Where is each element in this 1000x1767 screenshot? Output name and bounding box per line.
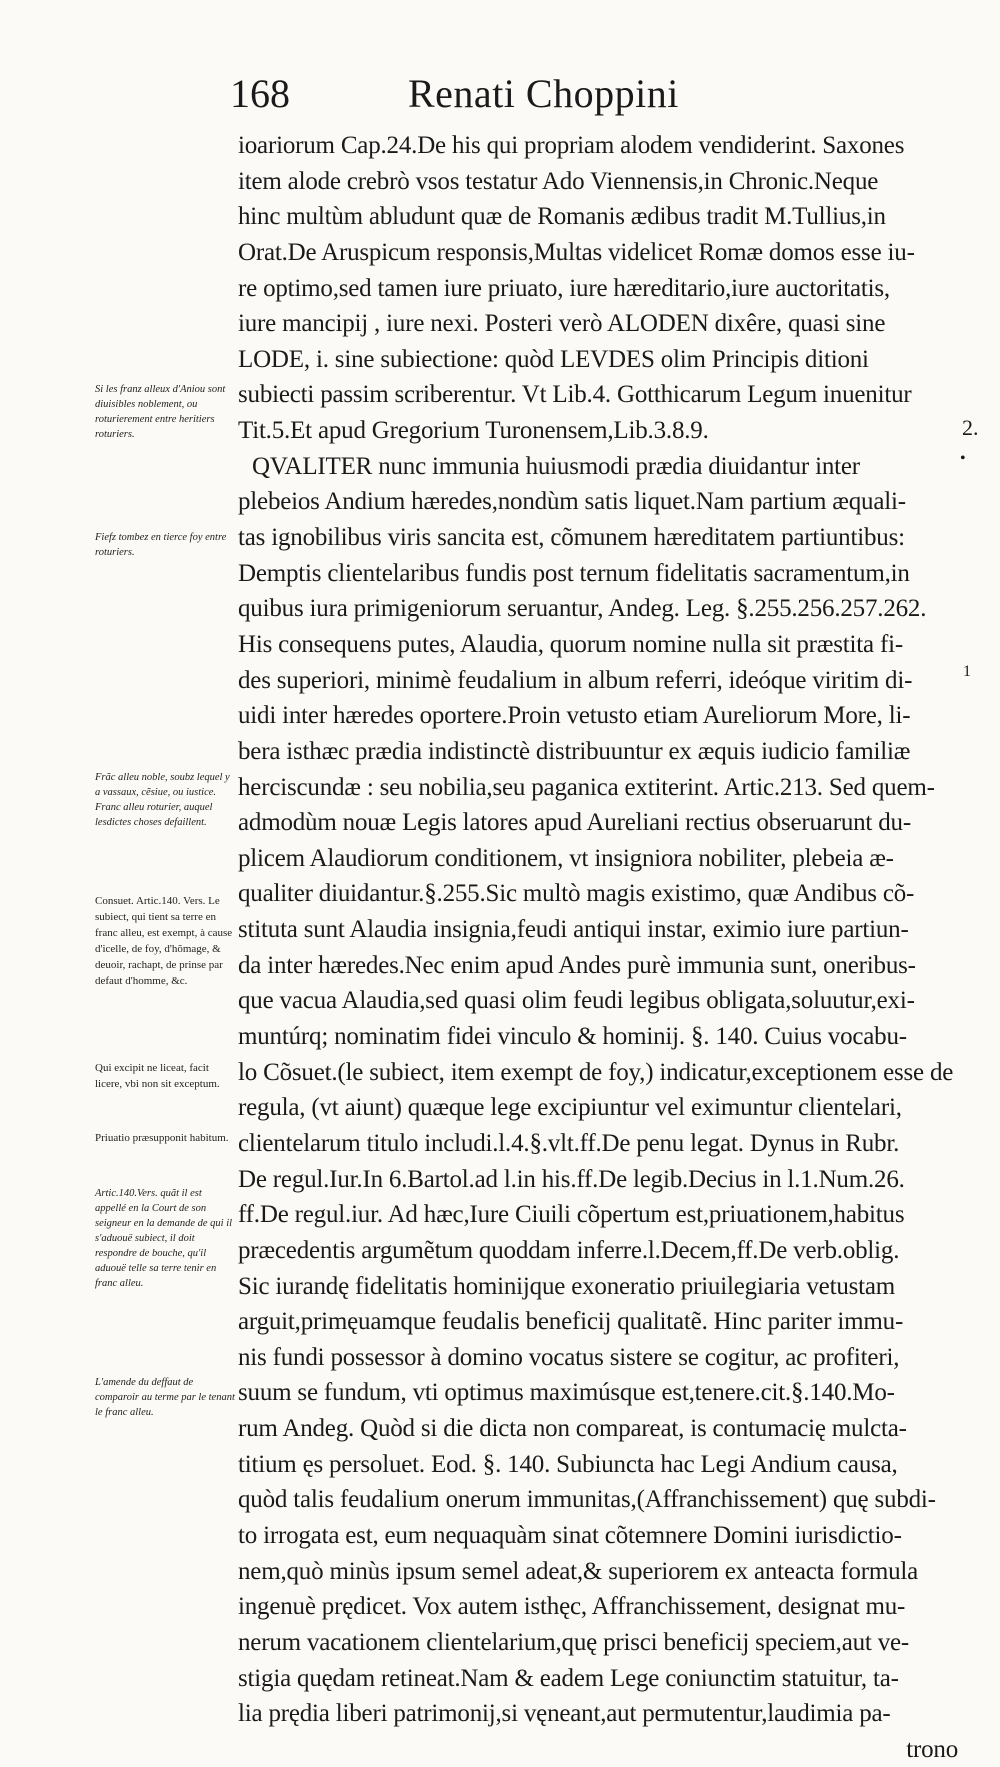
text-line: re optimo,sed tamen iure priuato, iure hæreditario,iure auctoritatis, [238, 274, 890, 302]
text-line: bera isthæc prædia indistinctè distribuuntur ex æquis iudicio familiæ [238, 737, 911, 765]
page-header [230, 70, 970, 130]
margin-note: Consuet. Artic.140. Vers. Le subiect, qui tient sa terre en franc alleu, est exempt, à cause d'icelle, de foy, d'hõmage, & deuoir, rachapt, de prinse par defaut d'homme, &c. [95, 895, 233, 987]
text-line: que vacua Alaudia,sed quasi olim feudi legibus obligata,soluutur,exi- [238, 987, 915, 1015]
margin-note: Artic.140.Vers. quãt il est appellé en la Court de son seigneur en la demande de qui il s'aduouë subiect, il doit respondre de bouche, qu'il aduouë telle sa terre tenir en franc alleu. [95, 1188, 233, 1289]
text-line: rum Andeg. Quòd si die dicta non compareat, is contumacię mulcta- [238, 1415, 907, 1443]
text-line: item alode crebrò vsos testatur Ado Viennensis,in Chronic.Neque [238, 167, 879, 195]
text-line: ioariorum Cap.24.De his qui propriam alodem vendiderint. Saxones [238, 132, 905, 159]
text-line: Tit.5.Et apud Gregorium Turonensem,Lib.3.8.9. [238, 417, 709, 445]
text-line: herciscundæ : seu nobilia,seu paganica extiterint. Artic.213. Sed quem- [238, 773, 935, 801]
text-line: regula, (vt aiunt) quæque lege excipiuntur vel eximuntur clientelari, [238, 1094, 902, 1122]
text-line: nem,quò minùs ipsum semel adeat,& superiorem ex anteacta formula [238, 1557, 919, 1585]
body-text [238, 128, 958, 1767]
text-line: iure mancipij , iure nexi. Posteri verò ALODEN dixêre, quasi sine [238, 310, 886, 338]
margin-note: Frãc alleu noble, soubz lequel y a vassaux, cẽsiue, ou iustice. Franc alleu roturier, auquel lesdictes choses defaillent. [95, 772, 230, 828]
text-line: His consequens putes, Alaudia, quorum nomine nulla sit præstita fi- [238, 630, 903, 658]
text-line: ff.De regul.iur. Ad hæc,Iure Ciuili cõpertum est,priuationem,habitus [238, 1201, 905, 1229]
text-line: to irrogata est, eum nequaquàm sinat cõtemnere Domini iurisdictio- [238, 1521, 902, 1549]
text-line: De regul.Iur.In 6.Bartol.ad l.in his.ff.De legib.Decius in l.1.Num.26. [238, 1165, 905, 1193]
margin-note: Priuatio præsupponit habitum. [95, 1132, 229, 1144]
margin-note: Fiefz tombez en tierce foy entre roturiers. [95, 532, 227, 558]
text-line: plebeios Andium hæredes,nondùm satis liquet.Nam partium æquali- [238, 488, 906, 516]
text-line: hinc multùm abludunt quæ de Romanis ædibus tradit M.Tullius,in [238, 203, 886, 231]
side-mark: • [960, 450, 966, 467]
text-line: præcedentis argumẽtum quoddam inferre.l.Decem,ff.De verb.oblig. [238, 1236, 900, 1264]
text-line: lo Cõsuet.(le subiect, item exempt de foy,) indicatur,exceptionem esse de [238, 1058, 954, 1086]
text-line: uidi inter hæredes oportere.Proin vetusto etiam Aureliorum More, li- [238, 702, 911, 730]
text-line: suum se fundum, vti optimus maximúsque est,tenere.cit.§.140.Mo- [238, 1379, 895, 1407]
text-line: stituta sunt Alaudia insignia,feudi antiqui instar, eximio iure partiun- [238, 916, 909, 944]
text-line: subiecti passim scriberentur. Vt Lib.4. Gotthicarum Legum inuenitur [238, 381, 912, 409]
page-number: 168 [230, 71, 290, 116]
text-line: titium ęs persoluet. Eod. §. 140. Subiuncta hac Legi Andium causa, [238, 1450, 898, 1478]
text-line: clientelarum titulo includi.l.4.§.vlt.ff.De penu legat. Dynus in Rubr. [238, 1129, 900, 1157]
text-line: stigia quędam retineat.Nam & eadem Lege coniunctim statuitur, ta- [238, 1664, 899, 1692]
text-line: ingenuè prędicet. Vox autem isthęc, Affranchissement, designat mu- [238, 1593, 906, 1621]
text-line: admodùm nouæ Legis latores apud Aureliani rectius obseruarunt du- [238, 809, 911, 837]
text-line: tas ignobilibus viris sancita est, cõmunem hæreditatem partiuntibus: [238, 524, 905, 552]
margin-note: L'amende du deffaut de comparoir au terme par le tenant le franc alleu. [95, 1377, 235, 1418]
text-line: LODE, i. sine subiectione: quòd LEVDES olim Principis ditioni [238, 345, 869, 373]
running-title: Renati Choppini [408, 71, 679, 116]
text-line: nis fundi possessor à domino vocatus sistere se cogitur, ac profiteri, [238, 1343, 900, 1371]
text-line: Demptis clientelaribus fundis post ternum fidelitatis sacramentum,in [238, 559, 910, 587]
text-line: nerum vacationem clientelarium,quę prisci beneficij speciem,aut ve- [238, 1628, 910, 1656]
margin-note: Qui excipit ne liceat, facit licere, vbi non sit exceptum. [95, 1062, 220, 1090]
catchword: trono [906, 1735, 958, 1763]
text-line: des superiori, minimè feudalium in album referri, ideóque viritim di- [238, 666, 913, 694]
side-mark: 2. [962, 415, 979, 440]
text-line: arguit,primęuamque feudalis beneficij qualitatẽ. Hinc pariter immu- [238, 1308, 904, 1336]
text-line: muntúrq; nominatim fidei vinculo & hominij. §. 140. Cuius vocabu- [238, 1023, 907, 1051]
text-line: Sic iurandę fidelitatis hominijque exoneratio priuilegiaria vetustam [238, 1272, 896, 1300]
margin-note: Si les franz alleux d'Aniou sont diuisibles noblement, ou roturierement entre heritiers roturiers. [95, 384, 226, 440]
text-line: da inter hæredes.Nec enim apud Andes purè immunia sunt, oneribus- [238, 951, 916, 979]
side-mark: 1 [963, 663, 971, 680]
text-line: plicem Alaudiorum conditionem, vt insigniora nobiliter, plebeia æ- [238, 844, 894, 872]
text-line: Orat.De Aruspicum responsis,Multas videlicet Romæ domos esse iu- [238, 238, 915, 266]
text-line: quòd talis feudalium onerum immunitas,(Affranchissement) quę subdi- [238, 1486, 936, 1514]
text-line: lia prędia liberi patrimonij,si vęneant,aut permutentur,laudimia pa- [238, 1700, 891, 1728]
text-line: qualiter diuidantur.§.255.Sic multò magis existimo, quæ Andibus cõ- [238, 880, 915, 908]
text-line: quibus iura primigeniorum seruantur, Andeg. Leg. §.255.256.257.262. [238, 595, 927, 623]
text-line: QVALITER nunc immunia huiusmodi prædia diuidantur inter [252, 452, 860, 480]
